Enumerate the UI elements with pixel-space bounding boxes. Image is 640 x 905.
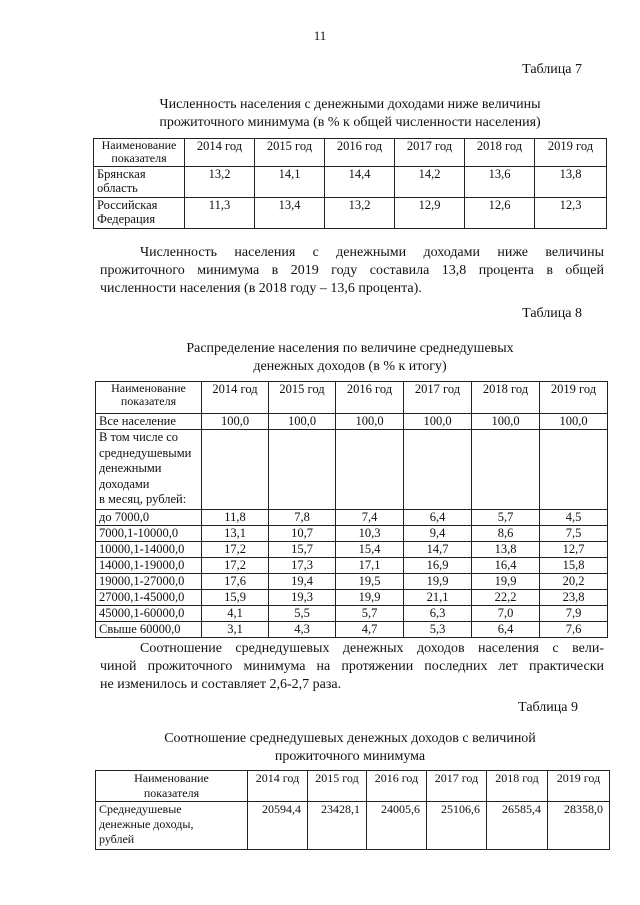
table-cell: 3,1: [202, 622, 269, 638]
page-number: 11: [313, 28, 327, 43]
table-row: [94, 167, 607, 198]
table7-title-line1: Численность населения с денежными доходами ниже величины: [159, 97, 541, 112]
table-cell: 5,3: [404, 622, 472, 638]
table-cell: 7,5: [540, 526, 608, 542]
header-name-line2: показателя: [143, 786, 200, 800]
table-cell: 17,1: [336, 558, 404, 574]
table-cell-empty: [472, 430, 540, 510]
table-cell: 4,7: [336, 622, 404, 638]
table-cell: 16,4: [472, 558, 540, 574]
table-cell: 17,6: [202, 574, 269, 590]
table-cell: 15,4: [336, 542, 404, 558]
table-cell: 19,9: [404, 574, 472, 590]
row-name: Все население: [96, 414, 202, 430]
table-cell: 15,7: [269, 542, 336, 558]
table-cell: 4,3: [269, 622, 336, 638]
paragraph-2-line3: не изменилось и составляет 2,6-2,7 раза.: [100, 677, 342, 692]
table9-caption: Таблица 9: [518, 700, 578, 715]
table-row-total: [96, 414, 608, 430]
table9-header-row: [96, 771, 610, 802]
table7-year-header: 2018 год: [465, 139, 535, 167]
table-cell: 6,4: [404, 510, 472, 526]
table8: [95, 381, 608, 638]
row-name-line2: Федерация: [97, 212, 156, 226]
row-name-line: денежные доходы,: [99, 817, 194, 831]
header-name-line2: показателя: [111, 151, 167, 165]
table8-caption: Таблица 8: [522, 306, 582, 321]
table-cell: 21,1: [404, 590, 472, 606]
table9-year-header: 2017 год: [427, 771, 487, 802]
table-cell: 12,3: [535, 198, 607, 229]
table8-year-header: 2017 год: [404, 382, 472, 414]
table-cell: 14,7: [404, 542, 472, 558]
table-cell-empty: [540, 430, 608, 510]
table-cell: 100,0: [472, 414, 540, 430]
table-cell: 6,3: [404, 606, 472, 622]
table7-header-name: [94, 139, 185, 167]
table7-caption: Таблица 7: [522, 62, 582, 77]
table-cell: 13,2: [185, 167, 255, 198]
table-cell: 7,9: [540, 606, 608, 622]
table-cell: 16,9: [404, 558, 472, 574]
table-cell: 7,0: [472, 606, 540, 622]
header-name-line1: Наименование: [134, 771, 209, 785]
table-cell: 100,0: [336, 414, 404, 430]
table-cell: 6,4: [472, 622, 540, 638]
table-cell: 11,8: [202, 510, 269, 526]
subheader-line: доходами: [99, 476, 150, 491]
table-cell: 14,2: [395, 167, 465, 198]
table9-title-line2: прожиточного минимума: [274, 749, 426, 764]
table-cell: 26585,4: [487, 802, 548, 850]
table-cell: 13,6: [465, 167, 535, 198]
table-cell: 20594,4: [248, 802, 308, 850]
table-cell: 9,4: [404, 526, 472, 542]
row-name-line1: Брянская: [97, 167, 146, 181]
row-name: до 7000,0: [96, 510, 202, 526]
table9-title-line1: Соотношение среднедушевых денежных доходов с величиной: [164, 731, 536, 746]
table9-year-header: 2018 год: [487, 771, 548, 802]
paragraph-1-line2: прожиточного минимума в 2019 году составила 13,8 процента в общей: [100, 263, 604, 278]
table-cell: 19,9: [336, 590, 404, 606]
table8-year-header: 2016 год: [336, 382, 404, 414]
table-cell: 25106,6: [427, 802, 487, 850]
table-cell: 13,8: [535, 167, 607, 198]
table-cell: 19,9: [472, 574, 540, 590]
row-name-line1: Российская: [97, 198, 158, 212]
table8-header-name: [96, 382, 202, 414]
row-name-line: Среднедушевые: [99, 802, 182, 816]
table7-year-header: 2019 год: [535, 139, 607, 167]
table-cell: 100,0: [202, 414, 269, 430]
row-name: 7000,1-10000,0: [96, 526, 202, 542]
table-cell-empty: [336, 430, 404, 510]
paragraph-2: [100, 640, 604, 694]
table-row: [96, 622, 608, 638]
header-name-line1: Наименование: [101, 138, 177, 152]
table-cell: 12,7: [540, 542, 608, 558]
table-cell-empty: [202, 430, 269, 510]
table-cell: 24005,6: [367, 802, 427, 850]
table-cell: 7,8: [269, 510, 336, 526]
table-cell: 7,4: [336, 510, 404, 526]
table-cell: 19,3: [269, 590, 336, 606]
table-cell-empty: [404, 430, 472, 510]
subheader-line: В том числе со: [99, 430, 179, 444]
paragraph-2-line2: чиной прожиточного минимума на протяжении последних лет практически: [100, 659, 604, 674]
table-cell: 11,3: [185, 198, 255, 229]
subheader-line: в месяц, рублей:: [99, 492, 187, 506]
paragraph-1: [100, 244, 604, 298]
table-cell: 13,2: [325, 198, 395, 229]
table9: [95, 770, 610, 850]
paragraph-1-line3: численности населения (в 2018 году – 13,6 процента).: [100, 281, 422, 296]
table8-header-row: [96, 382, 608, 414]
table-cell: 13,4: [255, 198, 325, 229]
row-name: [96, 802, 248, 850]
table7-title: [90, 96, 610, 132]
table7-title-line2: прожиточного минимума (в % к общей численности населения): [159, 115, 541, 130]
row-name: [94, 198, 185, 229]
table-cell: 5,5: [269, 606, 336, 622]
table8-year-header: 2015 год: [269, 382, 336, 414]
table-row: [96, 574, 608, 590]
table9-year-header: 2019 год: [548, 771, 610, 802]
paragraph-2-line1: Соотношение среднедушевых денежных доходов населения с вели-: [140, 641, 604, 656]
table9-year-header: 2016 год: [367, 771, 427, 802]
table-cell: 100,0: [269, 414, 336, 430]
row-name-line2: область: [97, 181, 138, 195]
table-row: [96, 606, 608, 622]
table-cell: 12,6: [465, 198, 535, 229]
row-name: 27000,1-45000,0: [96, 590, 202, 606]
table7-header-row: [94, 139, 607, 167]
table-row: [94, 198, 607, 229]
table-cell: 5,7: [472, 510, 540, 526]
table-row: [96, 510, 608, 526]
row-name: 45000,1-60000,0: [96, 606, 202, 622]
table-cell: 17,2: [202, 542, 269, 558]
table7-year-header: 2016 год: [325, 139, 395, 167]
table-cell: 19,4: [269, 574, 336, 590]
table8-title: [100, 340, 600, 376]
table7-year-header: 2017 год: [395, 139, 465, 167]
table-cell: 100,0: [404, 414, 472, 430]
subheader-line: среднедушевыми: [99, 445, 192, 460]
table-cell: 17,3: [269, 558, 336, 574]
table9-year-header: 2015 год: [308, 771, 367, 802]
table8-title-line1: Распределение населения по величине среднедушевых: [186, 341, 514, 356]
row-name: 14000,1-19000,0: [96, 558, 202, 574]
table-cell: 23,8: [540, 590, 608, 606]
header-name-line1: Наименование: [111, 381, 186, 395]
table-row: [96, 590, 608, 606]
table-cell-empty: [269, 430, 336, 510]
table8-year-header: 2019 год: [540, 382, 608, 414]
table-row-subheader: [96, 430, 608, 510]
row-name: Свыше 60000,0: [96, 622, 202, 638]
table-cell: 15,8: [540, 558, 608, 574]
table-cell: 22,2: [472, 590, 540, 606]
row-name: 10000,1-14000,0: [96, 542, 202, 558]
table7-year-header: 2015 год: [255, 139, 325, 167]
table-cell: 17,2: [202, 558, 269, 574]
table9-title: [100, 730, 600, 766]
table-cell: 12,9: [395, 198, 465, 229]
paragraph-1-line1: Численность населения с денежными доходами ниже величины: [140, 245, 604, 260]
subheader-cell: [96, 430, 202, 510]
table8-year-header: 2018 год: [472, 382, 540, 414]
table8-title-line2: денежных доходов (в % к итогу): [253, 359, 447, 374]
table-cell: 13,1: [202, 526, 269, 542]
table7: [93, 138, 607, 229]
row-name-line: рублей: [99, 832, 135, 846]
table-cell: 8,6: [472, 526, 540, 542]
table8-year-header: 2014 год: [202, 382, 269, 414]
table-cell: 19,5: [336, 574, 404, 590]
table-cell: 4,1: [202, 606, 269, 622]
table-row: [96, 542, 608, 558]
table9-year-header: 2014 год: [248, 771, 308, 802]
table-row: [96, 526, 608, 542]
table-cell: 4,5: [540, 510, 608, 526]
table7-year-header: 2014 год: [185, 139, 255, 167]
table-cell: 14,4: [325, 167, 395, 198]
table8-body: [96, 510, 608, 638]
subheader-line: денежными: [99, 461, 162, 475]
table-cell: 100,0: [540, 414, 608, 430]
table-cell: 5,7: [336, 606, 404, 622]
table-cell: 28358,0: [548, 802, 610, 850]
row-name: 19000,1-27000,0: [96, 574, 202, 590]
table-cell: 13,8: [472, 542, 540, 558]
table-cell: 15,9: [202, 590, 269, 606]
table-cell: 14,1: [255, 167, 325, 198]
row-name: [94, 167, 185, 198]
table9-header-name: [96, 771, 248, 802]
header-name-line2: показателя: [120, 394, 177, 408]
table-cell: 7,6: [540, 622, 608, 638]
table-cell: 23428,1: [308, 802, 367, 850]
table-cell: 20,2: [540, 574, 608, 590]
table-row: [96, 802, 610, 850]
table-cell: 10,7: [269, 526, 336, 542]
table-row: [96, 558, 608, 574]
table-cell: 10,3: [336, 526, 404, 542]
